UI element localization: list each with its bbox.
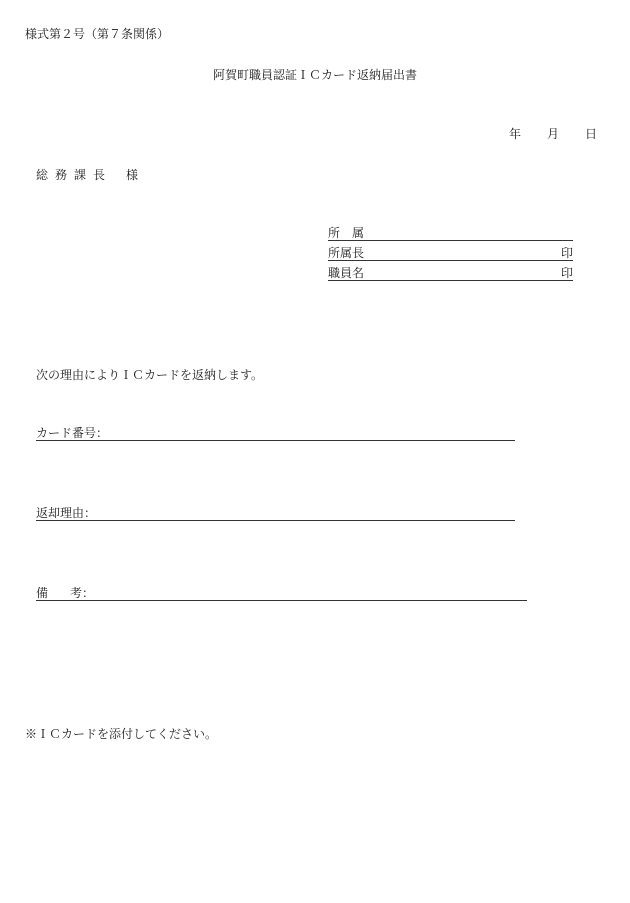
date-day-label: 日 — [584, 127, 597, 141]
card-number-label: カード番号： — [36, 426, 109, 440]
addressee-honorific: 様 — [126, 168, 139, 182]
date-year-label: 年 — [508, 127, 521, 141]
affiliation-field[interactable] — [328, 227, 573, 241]
remarks-label-part2: 考： — [70, 586, 95, 600]
remarks-label-part1: 備 — [36, 586, 49, 600]
form-number: 様式第２号（第７条関係） — [25, 27, 170, 41]
statement-text: 次の理由によりＩＣカードを返納します。 — [36, 368, 264, 382]
return-reason-label: 返却理由： — [36, 506, 97, 520]
document-title: 阿賀町職員認証ＩＣカード返納届出書 — [212, 68, 417, 82]
affiliation-label: 所属 — [328, 226, 377, 240]
addressee — [36, 168, 138, 182]
seal-mark: 印 — [560, 266, 573, 280]
attachment-note: ※ＩＣカードを添付してください。 — [25, 727, 218, 741]
seal-mark: 印 — [560, 246, 573, 260]
return-reason-field[interactable] — [36, 507, 515, 521]
date-line — [509, 127, 597, 141]
addressee-name: 総務課長 — [36, 168, 113, 182]
card-number-field[interactable] — [36, 427, 515, 441]
department-head-field[interactable] — [328, 247, 573, 261]
date-month-label: 月 — [546, 127, 559, 141]
staff-name-field[interactable] — [328, 267, 573, 281]
staff-name-label: 職員名 — [328, 266, 365, 280]
department-head-label: 所属長 — [328, 246, 365, 260]
remarks-field[interactable] — [36, 587, 527, 601]
remarks-label — [36, 587, 94, 600]
